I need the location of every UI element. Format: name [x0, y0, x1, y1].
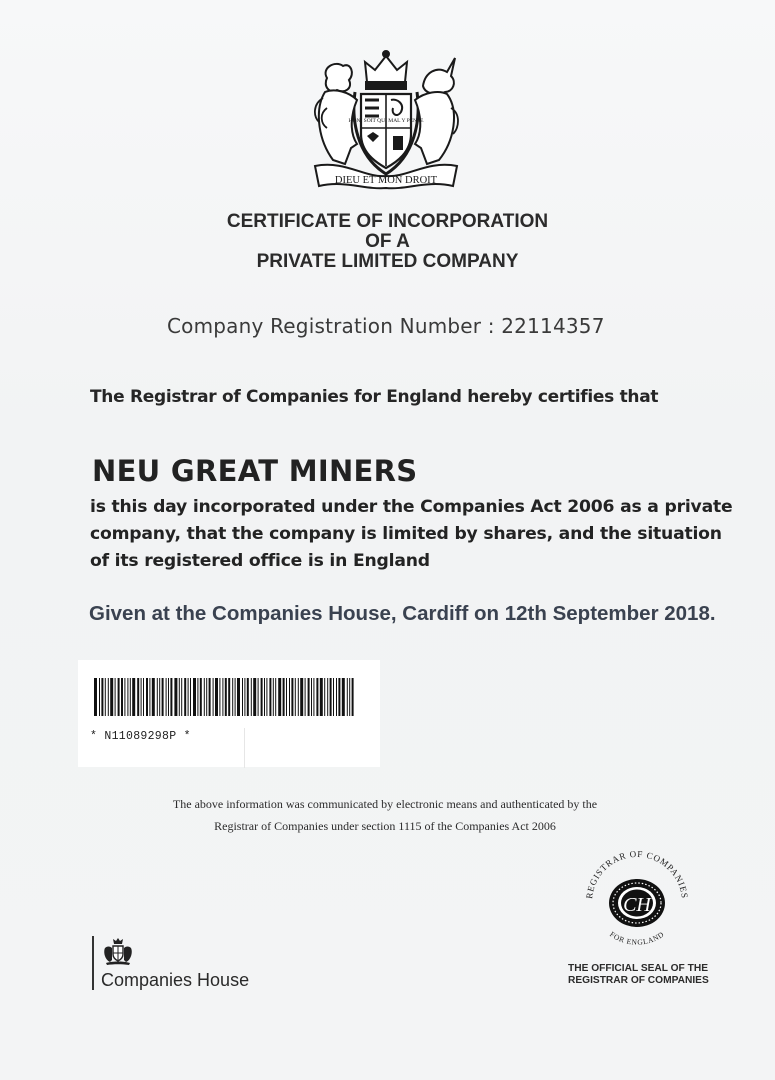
barcode-divider	[244, 728, 245, 768]
barcode-bar	[213, 678, 214, 716]
barcode-bar	[141, 678, 142, 716]
barcode-bar	[152, 678, 155, 716]
barcode-bar	[170, 678, 172, 716]
barcode-bar	[206, 678, 207, 716]
barcode-bar	[184, 678, 186, 716]
authentication-note-line-2: Registrar of Companies under section 1115 of the Companies Act 2006	[214, 819, 556, 833]
seal-monogram: CH	[623, 894, 651, 916]
barcode-icon	[92, 678, 364, 718]
barcode-bar	[247, 678, 249, 716]
barcode-bar	[179, 678, 180, 716]
barcode-bar	[308, 678, 310, 716]
company-registration-number: Company Registration Number : 22114357	[167, 314, 605, 338]
coat-garter-motto: HONI SOIT QUI MAL Y PENSE	[348, 118, 424, 124]
seal-ring-text-top: REGISTRAR OF COMPANIES	[584, 848, 690, 900]
barcode-bar	[157, 678, 158, 716]
barcode-bar	[162, 678, 164, 716]
barcode-bar	[101, 678, 103, 716]
barcode-bar	[349, 678, 350, 716]
barcode-bar	[204, 678, 205, 716]
barcode-bar	[316, 678, 318, 716]
barcode-bar	[159, 678, 160, 716]
barcode-bar	[327, 678, 328, 716]
barcode-bar	[118, 678, 120, 716]
barcode-bar	[352, 678, 354, 716]
barcode-bar	[244, 678, 245, 716]
barcode-bar	[215, 678, 218, 716]
barcode-bar	[286, 678, 287, 716]
barcode-bar	[264, 678, 265, 716]
barcode-bar	[127, 678, 128, 716]
given-at-statement: Given at the Companies House, Cardiff on 12th September 2018.	[89, 602, 716, 625]
barcode-bar	[342, 678, 345, 716]
barcode-bar	[190, 678, 191, 716]
barcode-bar	[291, 678, 293, 716]
barcode-bar	[124, 678, 125, 716]
barcode-bar	[237, 678, 240, 716]
barcode-bar	[188, 678, 189, 716]
barcode-bar	[105, 678, 106, 716]
barcode-bar	[137, 678, 139, 716]
barcode-bar	[108, 678, 109, 716]
barcode-bar	[269, 678, 271, 716]
barcode-bar	[174, 678, 177, 716]
barcode-bar	[311, 678, 312, 716]
barcode-bar	[300, 678, 303, 716]
registrar-certifies-line: The Registrar of Companies for England hereby certifies that	[90, 387, 659, 407]
barcode-bar	[181, 678, 182, 716]
barcode-bar	[99, 678, 100, 716]
barcode-bar	[273, 678, 274, 716]
barcode-bar	[115, 678, 116, 716]
barcode-bar	[275, 678, 276, 716]
barcode-bar	[283, 678, 285, 716]
barcode-bar	[242, 678, 243, 716]
barcode-bar	[130, 678, 131, 716]
certificate-title-line-3: PRIVATE LIMITED COMPANY	[256, 251, 519, 272]
barcode-bar	[295, 678, 296, 716]
barcode-box	[78, 660, 380, 767]
barcode-bar	[235, 678, 236, 716]
barcode-bar	[219, 678, 220, 716]
barcode-bar	[298, 678, 299, 716]
royal-coat-of-arms-icon	[305, 48, 467, 190]
barcode-bar	[324, 678, 325, 716]
logo-vertical-rule	[92, 936, 94, 990]
svg-text:FOR ENGLAND	[608, 930, 666, 947]
barcode-bar	[305, 678, 306, 716]
coat-motto-banner: DIEU ET MON DROIT	[334, 175, 438, 186]
barcode-bar	[338, 678, 340, 716]
companies-house-crest-icon	[102, 938, 134, 966]
barcode-bar	[110, 678, 113, 716]
barcode-bar	[168, 678, 169, 716]
barcode-bar	[253, 678, 256, 716]
barcode-bar	[232, 678, 233, 716]
barcode-text: * N11089298P *	[90, 730, 191, 743]
barcode-bar	[228, 678, 230, 716]
barcode-bar	[166, 678, 167, 716]
barcode-bar	[94, 678, 97, 716]
barcode-bar	[336, 678, 337, 716]
barcode-bar	[149, 678, 150, 716]
barcode-bar	[200, 678, 202, 716]
seal-ring-text-bottom: FOR ENGLAND	[608, 929, 666, 947]
company-name: NEU GREAT MINERS	[92, 454, 418, 488]
companies-house-logo	[92, 936, 267, 992]
registrar-seal-icon	[578, 848, 696, 956]
barcode-bar	[278, 678, 281, 716]
barcode-bar	[251, 678, 252, 716]
barcode-bar	[258, 678, 259, 716]
barcode-bar	[333, 678, 334, 716]
barcode-bar	[266, 678, 267, 716]
certificate-title-line-1: CERTIFICATE OF INCORPORATION	[226, 211, 549, 232]
barcode-bar	[222, 678, 223, 716]
barcode-bar	[193, 678, 196, 716]
authentication-note-line-1: The above information was communicated by electronic means and authenticated by the	[172, 797, 598, 811]
seal-caption-line-1: THE OFFICIAL SEAL OF THE	[568, 963, 708, 974]
companies-house-wordmark: Companies House	[101, 970, 250, 990]
barcode-bar	[143, 678, 144, 716]
barcode-bar	[197, 678, 198, 716]
certificate-title-line-2: OF A	[365, 231, 410, 252]
barcode-bar	[146, 678, 148, 716]
barcode-bar	[261, 678, 263, 716]
barcode-bar	[225, 678, 227, 716]
barcode-bar	[209, 678, 211, 716]
incorporation-statement: is this day incorporated under the Companies Act 2006 as a private company, that the company is limited by shares, and the situation of its registered office is in England	[90, 497, 733, 571]
barcode-bar	[320, 678, 323, 716]
barcode-bar	[313, 678, 314, 716]
barcode-bar	[289, 678, 290, 716]
barcode-bar	[132, 678, 135, 716]
barcode-bar	[347, 678, 348, 716]
seal-caption-line-2: REGISTRAR OF COMPANIES	[568, 975, 709, 986]
barcode-bar	[121, 678, 123, 716]
barcode-bar	[330, 678, 332, 716]
